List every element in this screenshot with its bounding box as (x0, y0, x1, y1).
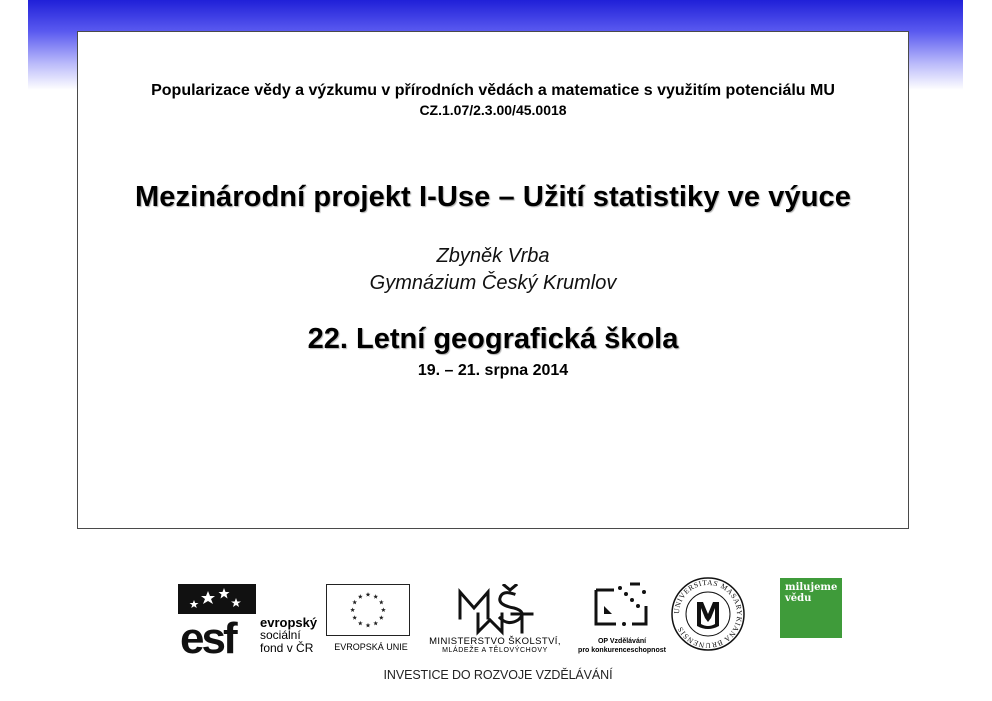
mu-logo (670, 576, 746, 652)
op-line-2: pro konkurenceschopnost (578, 647, 666, 654)
sponsor-logos (0, 570, 992, 690)
slide-title: Mezinárodní projekt I-Use – Užití statistiky ve výuce (134, 181, 852, 213)
milujeme-line-1: milujeme (785, 582, 838, 593)
op-line-1: OP Vzdělávání (597, 638, 647, 645)
msmt-logo (420, 584, 570, 658)
eu-logo (326, 584, 414, 658)
msmt-mark-icon (452, 584, 542, 636)
esf-line-3: fond v ČR (260, 641, 314, 655)
esf-line-1: evropský (260, 615, 318, 630)
msmt-line-1: MINISTERSTVO ŠKOLSTVÍ, (429, 636, 561, 647)
op-logo (574, 580, 670, 660)
slide-subtitle: Popularizace vědy a výzkumu v přírodních vědách a matematice s využitím potenciálu MU (151, 82, 835, 99)
esf-caption (260, 616, 317, 655)
slide-frame (77, 31, 909, 529)
milujeme-vedu-logo (780, 578, 842, 638)
esf-logo (178, 584, 324, 656)
event-dates: 19. – 21. srpna 2014 (417, 362, 569, 379)
milujeme-line-2: vědu (785, 593, 812, 604)
svg-text:esf: esf (180, 614, 235, 656)
milujeme-vedu-text (785, 582, 837, 604)
msmt-line-2: MLÁDEŽE A TĚLOVÝCHOVY (442, 647, 548, 654)
author-name: Zbyněk Vrba (436, 245, 550, 267)
esf-line-2: sociální (260, 628, 301, 642)
project-code: CZ.1.07/2.3.00/45.0018 (419, 102, 567, 118)
investice-tagline: INVESTICE DO ROZVOJE VZDĚLÁVÁNÍ (383, 668, 613, 682)
op-mark-icon (590, 580, 652, 636)
school-name: Gymnázium Český Krumlov (369, 272, 617, 294)
eu-flag-icon (326, 584, 410, 636)
svg-text:UNIVERSITAS MASARYKIANA BRUNEN: UNIVERSITAS MASARYKIANA BRUNENSIS (671, 577, 745, 651)
esf-mark-icon (178, 584, 256, 656)
eu-label: EVROPSKÁ UNIE (334, 642, 408, 652)
event-title: 22. Letní geografická škola (307, 323, 679, 355)
mu-seal-icon (670, 576, 746, 652)
